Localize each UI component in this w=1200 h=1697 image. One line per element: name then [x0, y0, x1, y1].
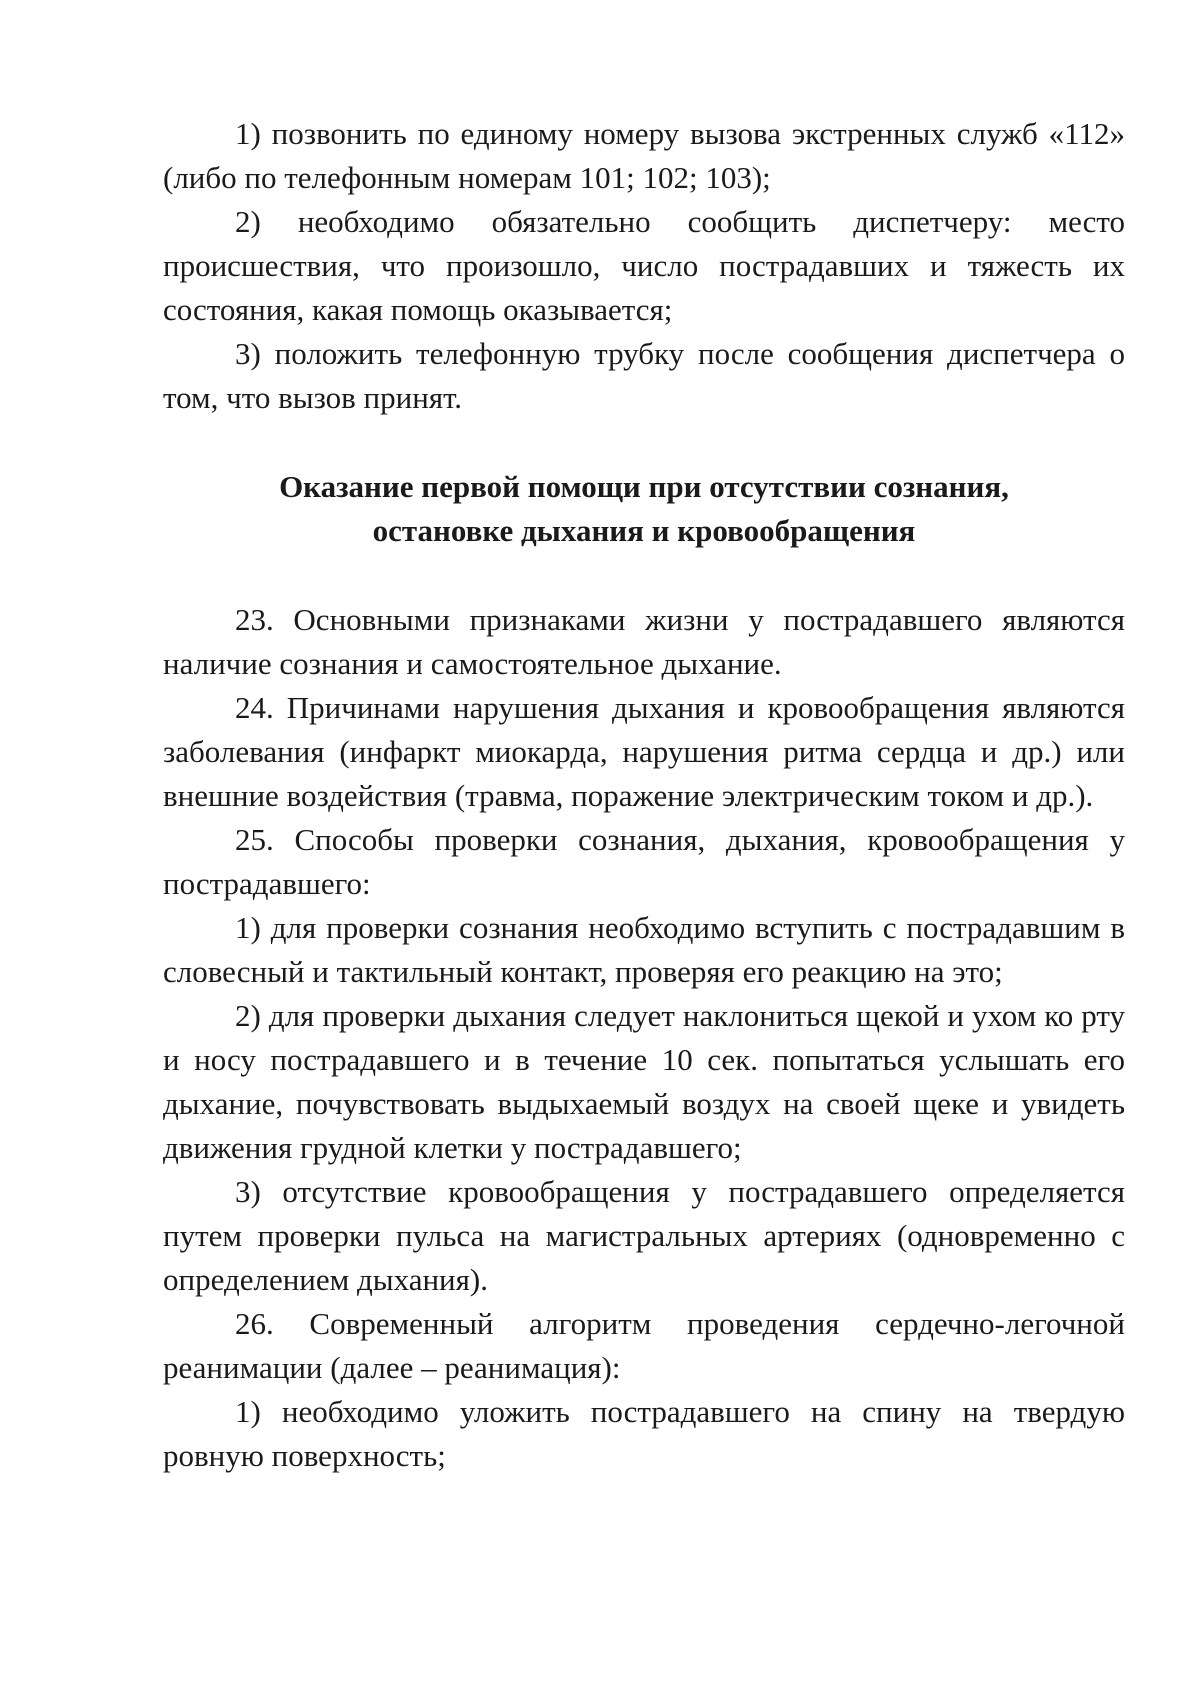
section-heading-line-1: Оказание первой помощи при отсутствии сознания,	[279, 469, 1009, 504]
paragraph-26-item-1: 1) необходимо уложить пострадавшего на спину на твердую ровную поверхность;	[163, 1394, 1125, 1473]
paragraph-25-item-3: 3) отсутствие кровообращения у пострадавшего определяется путем проверки пульса на магистральных артериях (одновременно с определением дыхания).	[163, 1174, 1125, 1297]
section-heading-line-2: остановке дыхания и кровообращения	[372, 513, 916, 548]
paragraph-26: 26. Современный алгоритм проведения сердечно-легочной реанимации (далее – реанимация):	[163, 1306, 1125, 1385]
paragraph-25: 25. Способы проверки сознания, дыхания, кровообращения у пострадавшего:	[163, 822, 1125, 901]
section-heading	[163, 465, 1125, 553]
emergency-call-steps	[163, 112, 1125, 420]
step-2-paragraph: 2) необходимо обязательно сообщить диспетчеру: место происшествия, что произошло, число пострадавших и тяжесть их состояния, какая помощь оказывается;	[163, 204, 1125, 327]
first-aid-body	[163, 598, 1125, 1478]
paragraph-25-item-2: 2) для проверки дыхания следует наклониться щекой и ухом ко рту и носу пострадавшего и в течение 10 сек. попытаться услышать его дыхание, почувствовать выдыхаемый воздух на своей щеке и увидеть движения грудной клетки у пострадавшего;	[163, 998, 1125, 1165]
paragraph-23: 23. Основными признаками жизни у пострадавшего являются наличие сознания и самостоятельное дыхание.	[163, 602, 1125, 681]
paragraph-25-item-1: 1) для проверки сознания необходимо вступить с пострадавшим в словесный и тактильный контакт, проверяя его реакцию на это;	[163, 910, 1125, 989]
step-1-paragraph: 1) позвонить по единому номеру вызова экстренных служб «112» (либо по телефонным номерам 101; 102; 103);	[163, 116, 1125, 195]
paragraph-24: 24. Причинами нарушения дыхания и кровообращения являются заболевания (инфаркт миокарда, нарушения ритма сердца и др.) или внешние воздействия (травма, поражение электрическим током и др.).	[163, 690, 1125, 813]
step-3-paragraph: 3) положить телефонную трубку после сообщения диспетчера о том, что вызов принят.	[163, 336, 1125, 415]
